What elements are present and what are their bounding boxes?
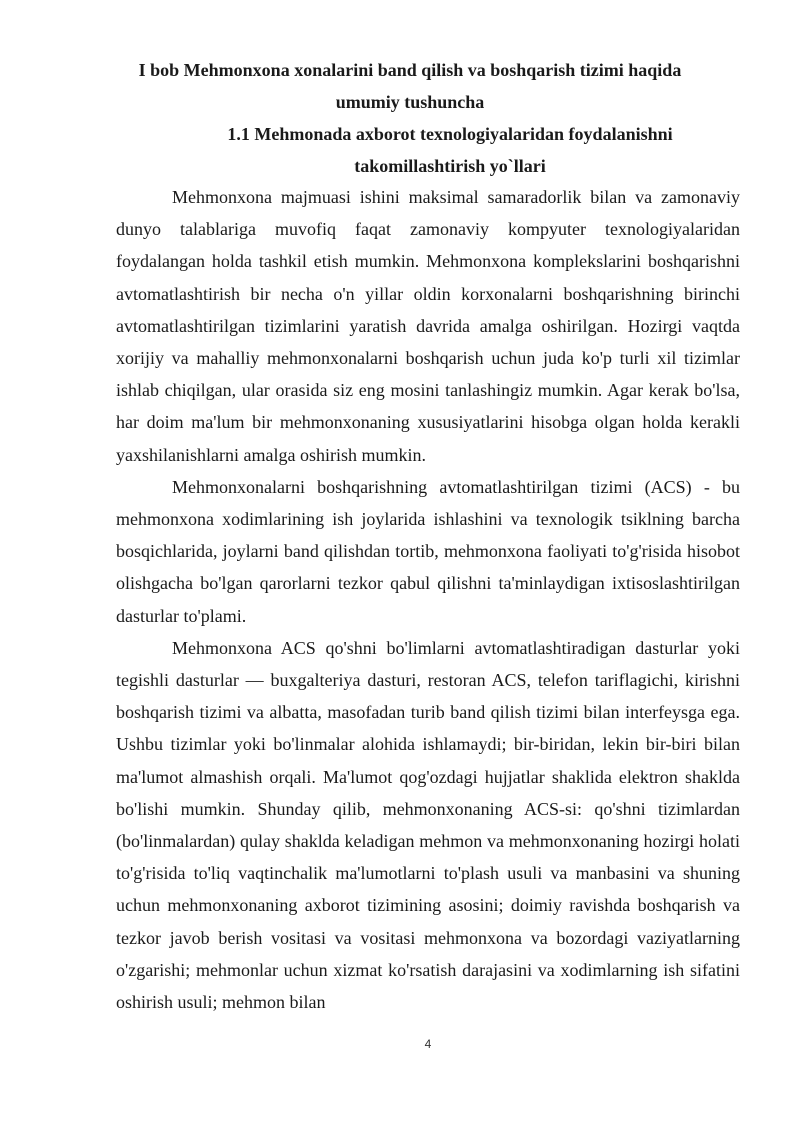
page-number: 4 (424, 1037, 432, 1051)
paragraph-3: Mehmonxona ACS qo'shni bo'limlarni avtomatlashtiradigan dasturlar yoki tegishli dasturlar — buxgalteriya dasturi, restoran ACS, telefon tariflagichi, kirishni boshqarish tizimi va albatta, masofadan turib band qilish tizimi bilan interfeysga ega. Ushbu tizimlar yoki bo'linmalar alohida ishlamaydi; bir-biridan, lekin bir-biri bilan ma'lumot almashish orqali. Ma'lumot qog'ozdagi hujjatlar shaklida elektron shaklda bo'lishi mumkin. Shunday qilib, mehmonxonaning ACS-si: qo'shni tizimlardan (bo'linmalardan) qulay shaklda keladigan mehmon va mehmonxonaning hozirgi holati to'g'risida to'liq vaqtinchalik ma'lumotlarni to'plash usuli va manbasini va shuning uchun mehmonxonaning axborot tizimining asosini; doimiy ravishda boshqarish va tezkor javob berish vositasi va vositasi mehmonxona va bozordagi vaziyatlarning o'zgarishi; mehmonlar uchun xizmat ko'rsatish darajasini va xodimlarning ish sifatini oshirish usuli; mehmon bilan (116, 637, 740, 1013)
chapter-title: I bob Mehmonxona xonalarini band qilish va boshqarish tizimi haqida umumiy tushuncha (138, 60, 682, 112)
paragraph-2: Mehmonxonalarni boshqarishning avtomatlashtirilgan tizimi (ACS) - bu mehmonxona xodimlarining ish joylarida ishlashini va texnologik tsiklning barcha bosqichlarida, joylarni band qilishdan tortib, mehmonxona faoliyati to'g'risida hisobot olishgacha bo'lgan qarorlarni tezkor qabul qilishni ta'minlaydigan ixtisoslashtirilgan dasturlar to'plami. (116, 476, 740, 626)
section-title: 1.1 Mehmonada axborot texnologiyalaridan foydalanishni takomillashtirish yo`llari (227, 124, 673, 176)
paragraph-1: Mehmonxona majmuasi ishini maksimal samaradorlik bilan va zamonaviy dunyo talablariga muvofiq faqat zamonaviy kompyuter texnologiyalaridan foydalangan holda tashkil etish mumkin. Mehmonxona komplekslarini boshqarishni avtomatlashtirish bir necha o'n yillar oldin korxonalarni boshqarishning birinchi avtomatlashtirilgan tizimlarini yaratish davrida amalga oshirilgan. Hozirgi vaqtda xorijiy va mahalliy mehmonxonalarni boshqarish uchun juda ko'p turli xil tizimlar ishlab chiqilgan, ular orasida siz eng mosini tanlashingiz mumkin. Agar kerak bo'lsa, har doim ma'lum bir mehmonxonaning xususiyatlarini hisobga olgan holda kerakli yaxshilanishlarni amalga oshirish mumkin. (116, 187, 740, 465)
body-text (116, 181, 740, 1018)
